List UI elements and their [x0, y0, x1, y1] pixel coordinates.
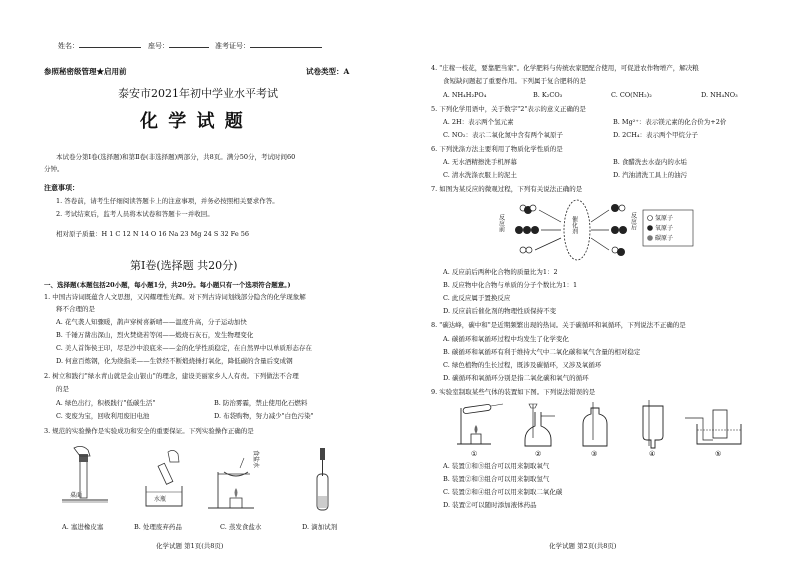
- name-field: [58, 42, 141, 51]
- q7-stem: 7. 如图为某反应的微观过程，下列有关说法正确的是: [431, 185, 583, 193]
- q9-option-a: A. 装置①和⑤组合可以用来制取氧气: [443, 462, 550, 470]
- exam-title: 泰安市2021年初中学业水平考试: [118, 87, 278, 100]
- q3-figure-b: [146, 450, 182, 506]
- subject-title: 化 学 试 题: [140, 111, 245, 132]
- q3-lab-figures: [58, 442, 368, 520]
- q7-option-d: D. 反应前后催化剂的物理性质保持不变: [443, 307, 557, 315]
- q6-option-b: B. 食醋洗去水壶内的水垢: [613, 158, 687, 166]
- q7-option-a: A. 反应前后两种化合物的质量比为1：2: [443, 268, 558, 276]
- q3-label-water: 水瓶: [154, 496, 167, 503]
- q3-option-a: A. 塞进橡皮塞: [62, 523, 104, 531]
- q5-option-d: D. 2CH₄：表示两个甲烷分子: [613, 131, 698, 139]
- seat-label: 座号：: [148, 42, 169, 50]
- q3-option-d: D. 滴加试剂: [302, 523, 338, 531]
- seat-blank: [169, 47, 209, 48]
- q2-stem-1: 2. 树立和践行"绿水青山就是金山银山"的理念，建设美丽家乡人人有责。下列做法不合理: [44, 372, 299, 380]
- q8-option-b: B. 碳循环和氧循环有利于维持大气中二氧化碳和氧气含量的相对稳定: [443, 348, 641, 356]
- q7-reactant-molecules: [515, 205, 539, 253]
- q9-num-2: ②: [535, 450, 542, 458]
- exam-number-label: 准考证号：: [215, 42, 250, 50]
- q9-stem: 9. 实验室制取某些气体的装置如下图。下列说法错误的是: [431, 388, 596, 396]
- q1-option-c: C. 美人首饰侯王印，尽是沙中浪底来——金的化学性质稳定，在自然界中以单质形态存在: [56, 344, 312, 352]
- note-2: 2. 考试结束后，监考人员将本试卷和答题卡一并收回。: [56, 210, 214, 218]
- q9-num-5: ⑤: [715, 450, 722, 458]
- q3-figure-a: [62, 446, 108, 502]
- section-title: 第Ⅰ卷(选择题 共20分): [130, 259, 238, 272]
- q4-option-b: B. K₂CO₃: [533, 91, 563, 99]
- q8-stem: 8. "碳达峰，碳中和"是近期频繁出现的热词。关于碳循环和氧循环，下列说法不正确的是: [431, 321, 686, 329]
- q4-option-c: C. CO(NH₂)₂: [611, 91, 652, 99]
- section-instruction: 一、选择题(本题包括20小题，每小题1分，共20分。每小题只有一个选项符合题意。): [44, 281, 291, 289]
- q1-stem-2: 释不合理的是: [56, 305, 95, 313]
- exam-number-field: [215, 42, 322, 51]
- q7-reaction-diagram: [497, 196, 697, 264]
- q9-option-d: D. 装置②可以随时添加液体药品: [443, 501, 537, 509]
- q6-stem: 6. 下列洗涤方法主要利用了物质化学性质的是: [431, 145, 563, 153]
- exam-number-blank: [250, 47, 322, 48]
- q9-apparatus-5: [685, 410, 741, 458]
- name-blank: [79, 47, 141, 48]
- q9-num-1: ①: [471, 450, 478, 458]
- exam-page-2: [397, 0, 794, 561]
- q3-option-b: B. 处理废弃药品: [134, 523, 182, 531]
- q7-legend-c: 碳原子: [655, 235, 674, 242]
- q5-option-b: B. Mg²⁺：表示镁元素的化合价为+2价: [613, 118, 727, 126]
- q9-num-4: ④: [649, 450, 656, 458]
- q3-label-desk: 桌面: [70, 492, 83, 499]
- q1-stem-1: 1. 中国古诗词既蕴含人文思想，又闪耀理性光辉。对下列古诗词划线部分隐含的化学现象解: [44, 293, 306, 301]
- q2-option-c: C. 变废为宝，回收利用废旧电池: [56, 412, 150, 420]
- q2-option-a: A. 绿色出行，积极践行"低碳生活": [56, 399, 156, 407]
- q7-option-c: C. 此反应属于置换反应: [443, 294, 511, 302]
- q4-stem-1: 4. "庄稼一枝花，要靠肥当家"。化学肥料与传统农家肥配合使用，可促进农作物增产，解决粮: [431, 64, 699, 72]
- q9-option-b: B. 装置②和③组合可以用来制取氢气: [443, 475, 550, 483]
- q6-option-c: C. 清水洗涤衣服上的泥土: [443, 171, 517, 179]
- q9-apparatus-2: [525, 404, 555, 458]
- q9-apparatus-3: [583, 402, 607, 458]
- q4-stem-2: 食短缺问题起了重要作用。下列属于复合肥料的是: [443, 77, 586, 85]
- page-1-footer: 化学试题 第1页(共8页): [156, 542, 224, 550]
- name-label: 姓名：: [58, 42, 79, 50]
- q1-option-b: B. 千锤万凿出深山，烈火焚烧若等闲——煅烧石灰石，发生物理变化: [56, 331, 254, 339]
- q7-label-after: 反应后: [629, 212, 637, 230]
- q5-option-a: A. 2H：表示两个氢元素: [443, 118, 514, 126]
- page-2-footer: 化学试题 第2页(共8页): [549, 542, 617, 550]
- q5-stem: 5. 下列化学用语中，关于数字"2"表示的意义正确的是: [431, 105, 586, 113]
- q7-product-molecules: [611, 204, 627, 256]
- q9-apparatus-4: [643, 400, 663, 458]
- q7-option-b: B. 反应物中化合物与单质的分子个数比为1：1: [443, 281, 578, 289]
- notes-title: 注意事项：: [44, 183, 79, 192]
- q9-num-3: ③: [591, 450, 598, 458]
- q8-option-d: D. 碳循环和氧循环分别是指二氧化碳和氧气的循环: [443, 374, 589, 382]
- q1-option-a: A. 花气袭人知骤暖，鹊声穿树喜新晴——温度升高，分子运动加快: [56, 318, 247, 326]
- atomic-masses: 相对原子质量：H 1 C 12 N 14 O 16 Na 23 Mg 24 S 32 Fe 56: [56, 230, 250, 238]
- q9-apparatus-1: [457, 404, 503, 458]
- q2-option-d: D. 布袋购物，努力减少"白色污染": [214, 412, 314, 420]
- q7-legend-h: 氢原子: [655, 215, 674, 222]
- q7-label-before: 反应前: [497, 214, 505, 232]
- intro-line-2: 分钟。: [44, 165, 64, 173]
- q9-option-c: C. 装置②和④组合可以用来制取二氧化碳: [443, 488, 563, 496]
- q1-option-d: D. 何意百炼钢，化为绕指柔——生铁经不断煅烧捶打氧化，降低碳的含量后变成钢: [56, 357, 293, 365]
- q3-stem: 3. 规范的实验操作是实验成功和安全的重要保证。下列实验操作正确的是: [44, 427, 254, 435]
- q9-apparatus-figures: [451, 400, 751, 460]
- q3-option-c: C. 蒸发食盐水: [220, 523, 262, 531]
- q8-option-a: A. 碳循环和氧循环过程中均发生了化学变化: [443, 335, 569, 343]
- confidential-mark: 参照秘密级管理★启用前: [44, 67, 127, 76]
- paper-type: 试卷类型：A: [306, 67, 350, 76]
- q4-option-a: A. NH₄H₂PO₄: [443, 91, 487, 99]
- intro-line-1: 本试卷分第Ⅰ卷(选择题)和第Ⅱ卷(非选择题)两部分，共8页。满分50分，考试时间60: [56, 153, 296, 161]
- q6-option-d: D. 汽油清洗工具上的油污: [613, 171, 688, 179]
- q3-label-salt: 食盐水: [252, 450, 259, 469]
- q2-stem-2: 的是: [56, 385, 69, 393]
- q6-option-a: A. 无水酒精擦洗手机屏幕: [443, 158, 517, 166]
- seat-field: [148, 42, 209, 51]
- q3-figure-d: [317, 448, 328, 510]
- q5-option-c: C. NO₂：表示二氧化氮中含有两个氧原子: [443, 131, 563, 139]
- q4-option-d: D. NH₄NO₃: [701, 91, 738, 99]
- q2-option-b: B. 防治雾霾，禁止使用化石燃料: [214, 399, 308, 407]
- note-1: 1. 答卷前，请考生仔细阅读答题卡上的注意事项，并务必按照相关要求作答。: [56, 197, 279, 205]
- q3-figure-c: [208, 450, 260, 508]
- q8-option-c: C. 绿色植物的生长过程，既涉及碳循环，又涉及氧循环: [443, 361, 602, 369]
- q7-legend-o: 氧原子: [655, 225, 674, 232]
- q7-label-catalyst: 催化剂: [570, 216, 578, 234]
